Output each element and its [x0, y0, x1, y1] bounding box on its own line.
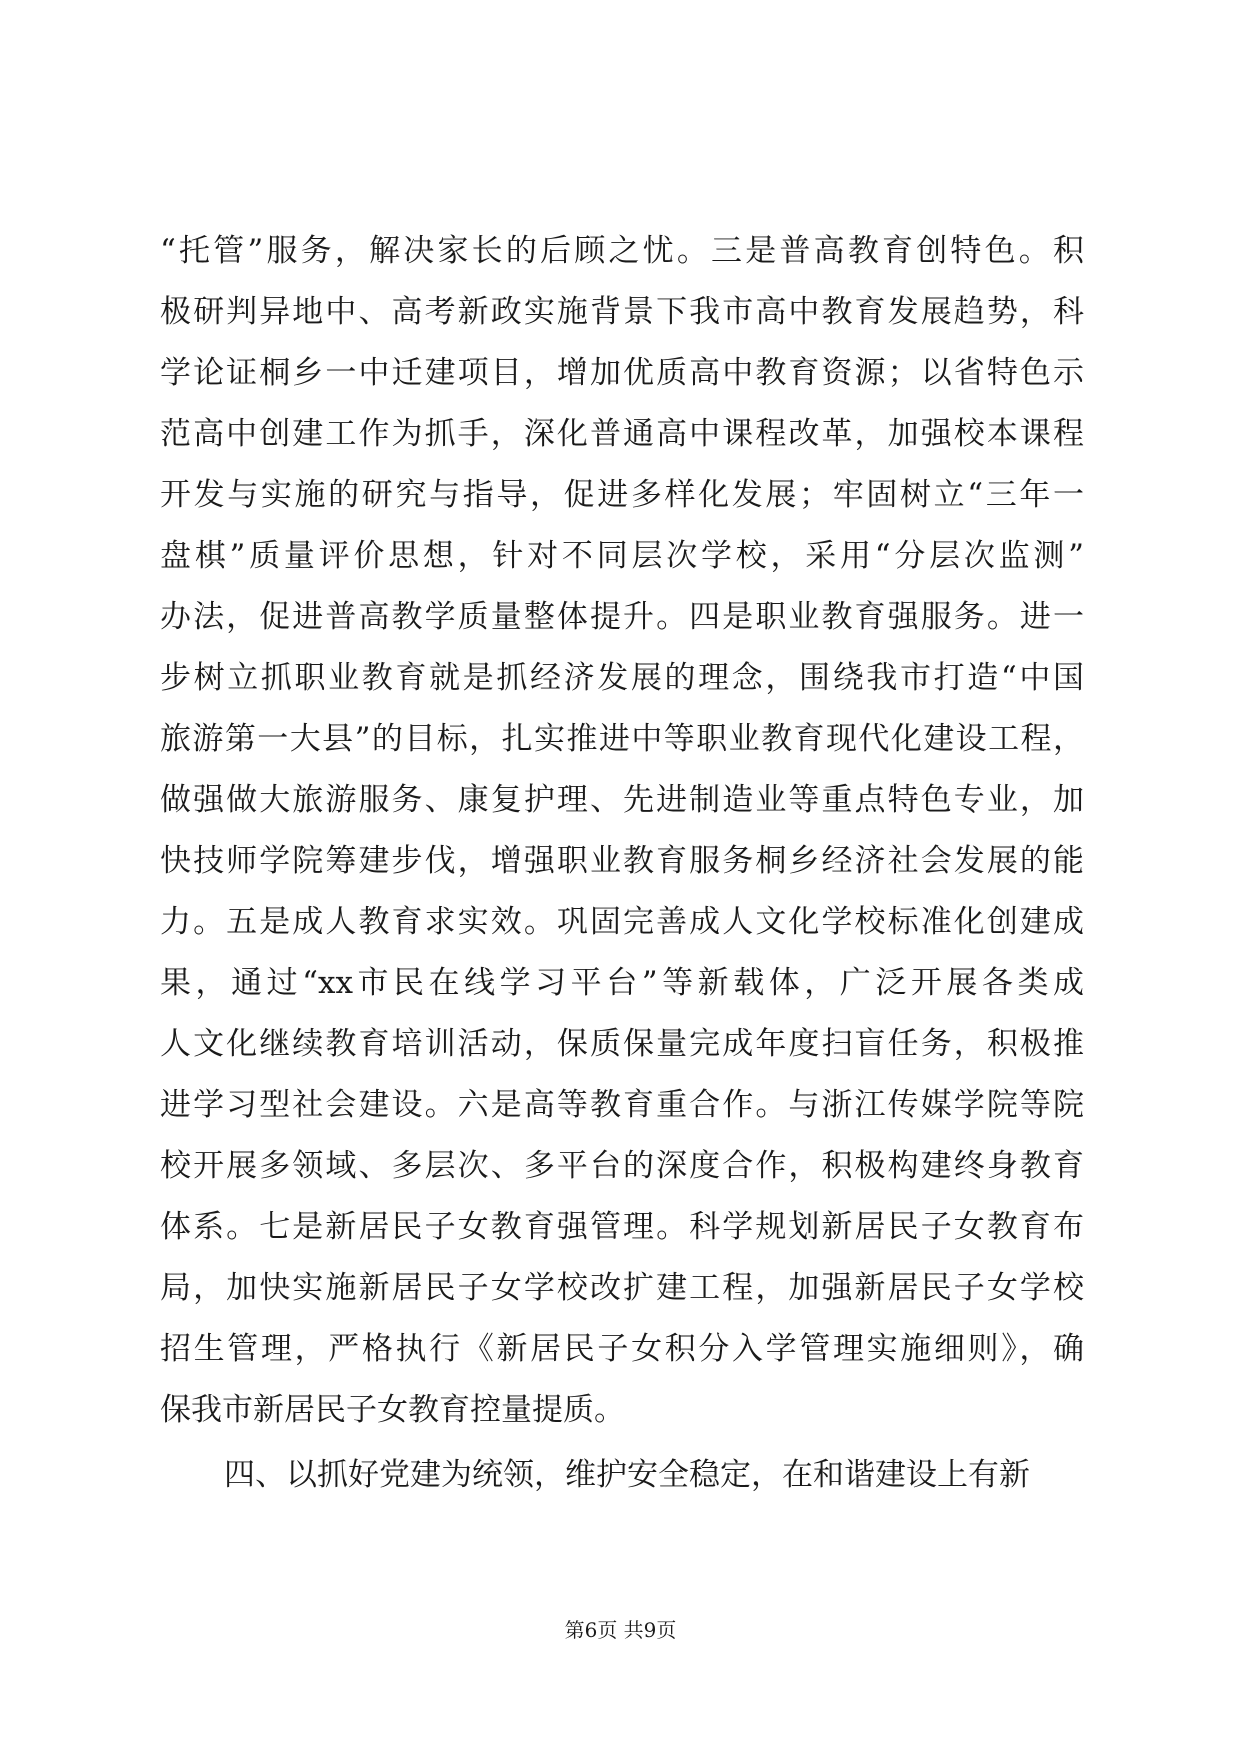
text-line: 校开展多领域、多层次、多平台的深度合作，积极构建终身教育 [160, 1148, 1084, 1184]
text-line: 快技师学院筹建步伐，增强职业教育服务桐乡经济社会发展的能 [160, 843, 1084, 879]
text-line: 进学习型社会建设。六是高等教育重合作。与浙江传媒学院等院 [160, 1087, 1084, 1123]
body-text [160, 233, 1084, 1518]
text-line: 步树立抓职业教育就是抓经济发展的理念，围绕我市打造“中国 [160, 660, 1084, 696]
text-line: 力。五是成人教育求实效。巩固完善成人文化学校标准化创建成 [160, 904, 1084, 940]
page-footer: 第6页 共9页 [564, 1618, 677, 1642]
text-line: 范高中创建工作为抓手，深化普通高中课程改革，加强校本课程 [160, 416, 1084, 452]
text-line: 办法，促进普高教学质量整体提升。四是职业教育强服务。进一 [160, 599, 1084, 635]
text-line: 果，通过“xx市民在线学习平台”等新载体，广泛开展各类成 [160, 965, 1084, 1001]
text-line: 做强做大旅游服务、康复护理、先进制造业等重点特色专业，加 [160, 782, 1084, 818]
text-line: 旅游第一大县”的目标，扎实推进中等职业教育现代化建设工程， [160, 721, 1084, 757]
text-line: 盘棋”质量评价思想，针对不同层次学校，采用“分层次监测” [160, 538, 1084, 574]
text-line: 体系。七是新居民子女教育强管理。科学规划新居民子女教育布 [160, 1209, 1084, 1245]
text-line: 保我市新居民子女教育控量提质。 [160, 1392, 625, 1428]
text-line: 人文化继续教育培训活动，保质保量完成年度扫盲任务，积极推 [160, 1026, 1084, 1062]
text-line: 极研判异地中、高考新政实施背景下我市高中教育发展趋势，科 [160, 294, 1084, 330]
text-line: 开发与实施的研究与指导，促进多样化发展；牢固树立“三年一 [160, 477, 1084, 513]
text-line: 招生管理，严格执行《新居民子女积分入学管理实施细则》，确 [160, 1331, 1084, 1367]
section-heading: 四、以抓好党建为统领，维护安全稳定，在和谐建设上有新 [224, 1457, 1030, 1493]
text-line: “托管”服务，解决家长的后顾之忧。三是普高教育创特色。积 [160, 233, 1084, 269]
text-line: 局，加快实施新居民子女学校改扩建工程，加强新居民子女学校 [160, 1270, 1084, 1306]
text-line: 学论证桐乡一中迁建项目，增加优质高中教育资源；以省特色示 [160, 355, 1084, 391]
